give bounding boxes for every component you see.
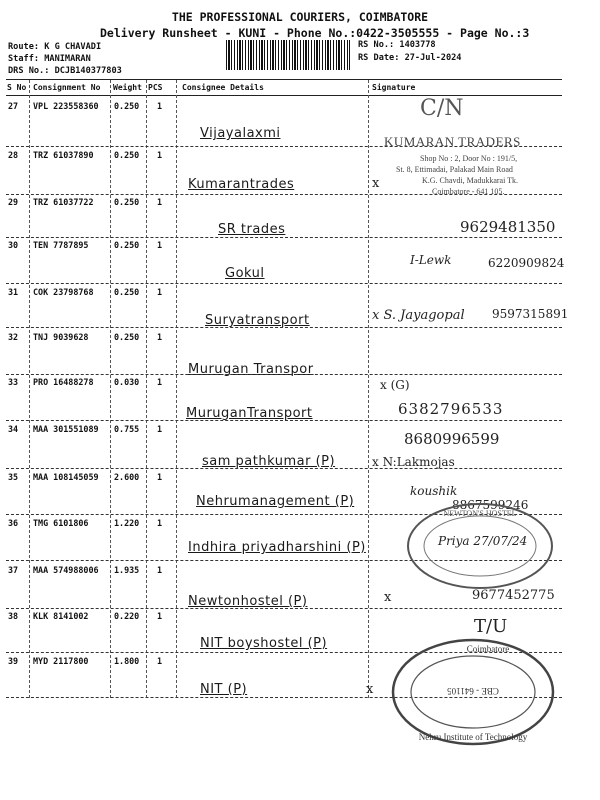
- consignee-handwritten: Gokul: [225, 266, 265, 281]
- row-weight: 0.220: [114, 611, 140, 621]
- signature-mark: x: [372, 176, 380, 191]
- signature-phone: 8680996599: [404, 430, 500, 448]
- col-consignee: Consignee Details: [182, 83, 264, 92]
- row-divider: [6, 237, 562, 238]
- row-consignment: COK 23798768: [33, 287, 94, 297]
- signature-scribble: x S. Jayagopal: [372, 308, 465, 323]
- row-consignment: KLK 8141002: [33, 611, 89, 621]
- row-weight: 0.250: [114, 240, 140, 250]
- row-sno: 34: [8, 424, 19, 434]
- hostel-stamp: [400, 496, 560, 596]
- row-divider: [6, 608, 562, 609]
- row-weight: 2.600: [114, 472, 140, 482]
- row-pcs: 1: [157, 332, 163, 342]
- route-label: Route: K G CHAVADI: [8, 42, 102, 52]
- consignee-handwritten: Vijayalaxmi: [200, 126, 281, 141]
- row-weight: 1.935: [114, 565, 140, 575]
- signature-phone: 9629481350: [460, 218, 556, 236]
- tu-mark: T/U: [474, 616, 508, 637]
- row-divider: [6, 327, 562, 328]
- consignee-handwritten: NIT (P): [200, 682, 248, 697]
- row-pcs: 1: [157, 240, 163, 250]
- barcode: [226, 40, 350, 70]
- signature-scribble: x: [366, 682, 374, 697]
- runsheet-title: Delivery Runsheet - KUNI - Phone No.:0422-3505555 - Page No.:3: [100, 26, 530, 40]
- drs-number: DRS No.: DCJB140377803: [8, 66, 122, 76]
- col-signature: Signature: [372, 83, 416, 92]
- signature-scribble: I-Lewk: [410, 253, 452, 267]
- consignee-handwritten: SR trades: [218, 222, 286, 237]
- consignee-handwritten: Indhira priyadharshini (P): [188, 540, 366, 555]
- row-weight: 0.755: [114, 424, 140, 434]
- row-sno: 28: [8, 150, 19, 160]
- row-consignment: TEN 7787895: [33, 240, 89, 250]
- col-divider: [368, 80, 369, 698]
- row-pcs: 1: [157, 101, 163, 111]
- row-weight: 0.250: [114, 101, 140, 111]
- row-pcs: 1: [157, 287, 163, 297]
- col-divider: [110, 80, 111, 698]
- signature-scribble: x (G): [380, 378, 410, 392]
- row-sno: 37: [8, 565, 19, 575]
- consignee-handwritten: Suryatransport: [205, 313, 310, 328]
- row-consignment: MAA 301551089: [33, 424, 99, 434]
- stamp-code: CBE - 641105: [447, 686, 499, 696]
- row-weight: 1.220: [114, 518, 140, 528]
- nit-stamp: [388, 636, 558, 748]
- row-pcs: 1: [157, 611, 163, 621]
- row-consignment: MYD 2117800: [33, 656, 89, 666]
- col-sno: S No: [7, 83, 27, 92]
- row-consignment: TRZ 61037890: [33, 150, 94, 160]
- row-sno: 32: [8, 332, 19, 342]
- stamp-company-name: KUMARAN TRADERS: [384, 134, 521, 149]
- row-pcs: 1: [157, 377, 163, 387]
- signature-phone: 8867599246: [452, 498, 529, 512]
- row-sno: 30: [8, 240, 19, 250]
- row-pcs: 1: [157, 565, 163, 575]
- company-title: THE PROFESSIONAL COURIERS, COIMBATORE: [171, 10, 429, 24]
- col-pcs: PCS: [148, 83, 163, 92]
- row-pcs: 1: [157, 150, 163, 160]
- row-weight: 0.250: [114, 197, 140, 207]
- row-sno: 38: [8, 611, 19, 621]
- stamp-ring-text: NEWTON'S HOSTEL: [443, 509, 517, 518]
- rs-number: RS No.: 1403778: [358, 40, 436, 50]
- stamp-city: Coimbatore: [466, 644, 510, 654]
- stamp-address-line: Coimbatore - 641 105.: [432, 187, 505, 196]
- consignee-handwritten: NIT boyshostel (P): [200, 636, 328, 651]
- signature-phone: 6220909824: [488, 256, 565, 270]
- stamp-address-line: K.G. Chavdi, Madukkarai Tk.: [422, 176, 519, 185]
- row-sno: 33: [8, 377, 19, 387]
- row-sno: 29: [8, 197, 19, 207]
- col-weight: Weight: [113, 83, 142, 92]
- row-pcs: 1: [157, 656, 163, 666]
- row-sno: 39: [8, 656, 19, 666]
- signature-phone: 6382796533: [398, 400, 504, 418]
- row-sno: 27: [8, 101, 19, 111]
- header-rule-bottom: [6, 95, 562, 96]
- row-weight: 0.250: [114, 150, 140, 160]
- row-pcs: 1: [157, 424, 163, 434]
- row-sno: 35: [8, 472, 19, 482]
- signature-scribble: x: [384, 590, 392, 605]
- row-divider: [6, 468, 562, 469]
- stamp-address-line: Shop No : 2, Door No : 191/5,: [420, 154, 518, 163]
- header-rule-top: [6, 79, 562, 80]
- row-consignment: VPL 223558360: [33, 101, 99, 111]
- row-consignment: TRZ 61037722: [33, 197, 94, 207]
- cn-mark: C/N: [420, 96, 464, 121]
- row-sno: 36: [8, 518, 19, 528]
- row-weight: 0.250: [114, 332, 140, 342]
- consignee-handwritten: Kumarantrades: [188, 177, 295, 192]
- row-consignment: TMG 6101806: [33, 518, 89, 528]
- col-consignment: Consignment No: [33, 83, 101, 92]
- consignee-handwritten: sam pathkumar (P): [202, 454, 336, 469]
- staff-label: Staff: MANIMARAN: [8, 54, 91, 64]
- consignee-handwritten: Newtonhostel (P): [188, 594, 308, 609]
- col-divider: [176, 80, 177, 698]
- consignee-handwritten: Murugan Transpor: [188, 362, 314, 377]
- signature-scribble: Priya 27/07/24: [438, 534, 528, 548]
- kumaran-traders-stamp: [372, 134, 568, 198]
- stamp-ring-text: Nehru Institute of Technology: [418, 732, 528, 742]
- col-divider: [146, 80, 147, 698]
- consignee-handwritten: Nehrumanagement (P): [196, 494, 355, 509]
- signature-phone: 9597315891: [492, 307, 569, 321]
- consignee-handwritten: MuruganTransport: [186, 406, 313, 421]
- row-consignment: TNJ 9039628: [33, 332, 89, 342]
- row-sno: 31: [8, 287, 19, 297]
- row-divider: [6, 420, 562, 421]
- row-consignment: MAA 108145059: [33, 472, 99, 482]
- row-pcs: 1: [157, 197, 163, 207]
- col-divider: [29, 80, 30, 698]
- row-divider: [6, 374, 562, 375]
- row-divider: [6, 283, 562, 284]
- row-consignment: PRO 16488278: [33, 377, 94, 387]
- signature-scribble: koushik: [410, 484, 458, 498]
- row-pcs: 1: [157, 472, 163, 482]
- row-weight: 1.800: [114, 656, 140, 666]
- signature-phone: 9677452775: [472, 588, 555, 603]
- row-weight: 0.250: [114, 287, 140, 297]
- row-consignment: MAA 574988006: [33, 565, 99, 575]
- row-weight: 0.030: [114, 377, 140, 387]
- rs-date: RS Date: 27-Jul-2024: [358, 53, 462, 63]
- signature-scribble: x N:Lakmojas: [372, 455, 455, 469]
- stamp-address-line: St. 8, Ettimadai, Palakad Main Road: [396, 165, 513, 174]
- row-pcs: 1: [157, 518, 163, 528]
